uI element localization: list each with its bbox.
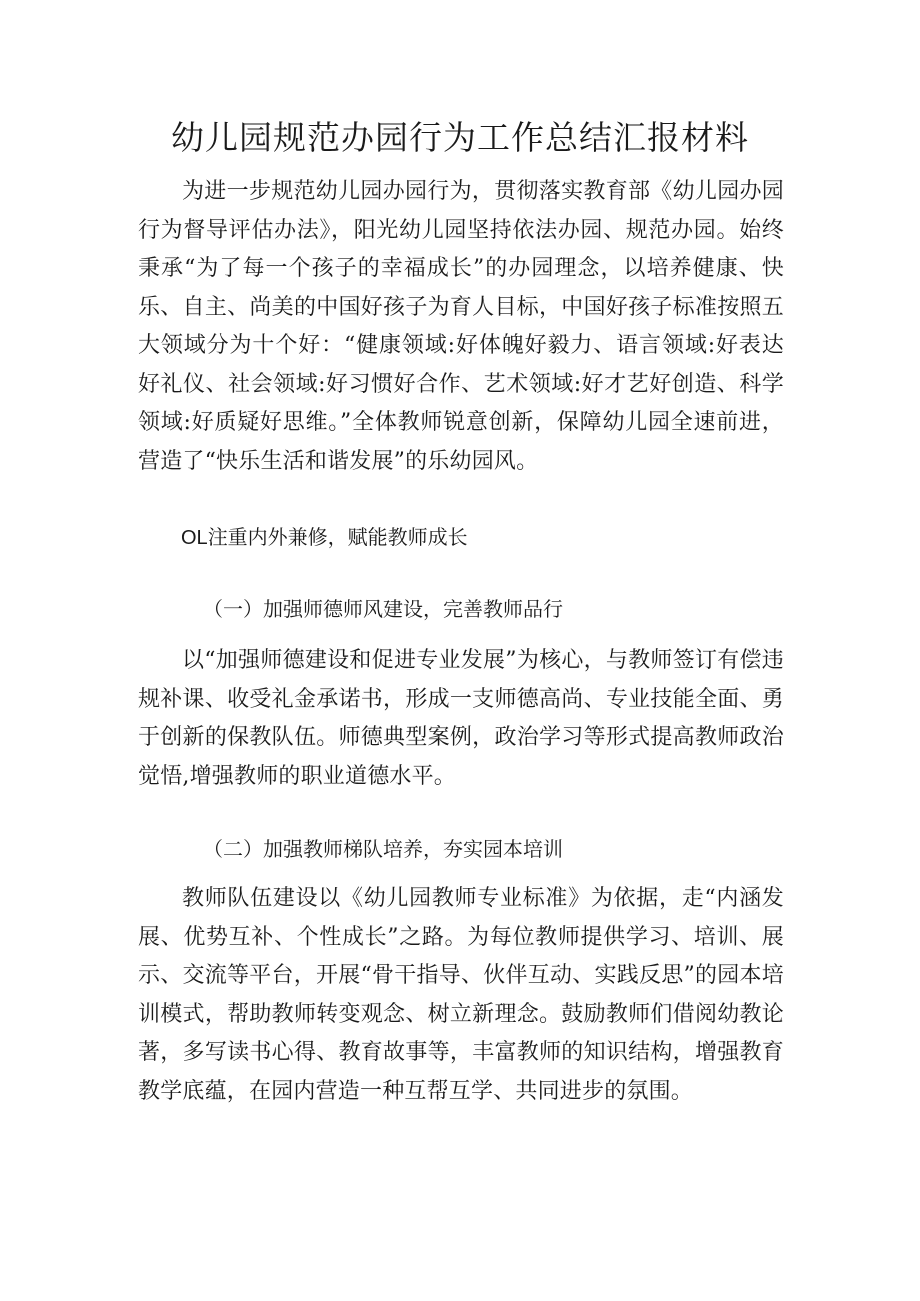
section-number: OL	[181, 527, 208, 549]
section-heading	[181, 522, 468, 553]
intro-paragraph: 为进一步规范幼儿园办园行为，贯彻落实教育部《幼儿园办园行为督导评估办法》，阳光幼儿园坚持依法办园、规范办园。始终秉承“为了每一个孩子的幸福成长”的办园理念，以培养健康、快乐、自主、尚美的中国好孩子为育人目标，中国好孩子标准按照五大领域分为十个好：“健康领域:好体魄好毅力、语言领域:好表达好礼仪、社会领域:好习惯好合作、艺术领域:好才艺好创造、科学领域:好质疑好思维。”全体教师锐意创新，保障幼儿园全速前进，营造了“快乐生活和谐发展”的乐幼园风。	[138, 179, 784, 474]
subsection-heading-1: （一）加强师德师风建设，完善教师品行	[203, 597, 563, 621]
section-heading-text: 注重内外兼修，赋能教师成长	[207, 525, 468, 549]
subsection-heading-2: （二）加强教师梯队培养，夯实园本培训	[203, 837, 563, 861]
subsection-1-paragraph: 以“加强师德建设和促进专业发展”为核心，与教师签订有偿违规补课、收受礼金承诺书，形成一支师德高尚、专业技能全面、勇于创新的保教队伍。师德典型案例，政治学习等形式提高教师政治觉悟,增强教师的职业道德水平。	[138, 648, 784, 789]
document-title: 幼儿园规范办园行为工作总结汇报材料	[171, 118, 749, 157]
subsection-2-paragraph: 教师队伍建设以《幼儿园教师专业标准》为依据，走“内涵发展、优势互补、个性成长”之路。为每位教师提供学习、培训、展示、交流等平台，开展“骨干指导、伙伴互动、实践反思”的园本培训模式，帮助教师转变观念、树立新理念。鼓励教师们借阅幼教论著，多写读书心得、教育故事等，丰富教师的知识结构，增强教育教学底蕴，在园内营造一种互帮互学、共同进步的氛围。	[138, 886, 784, 1104]
